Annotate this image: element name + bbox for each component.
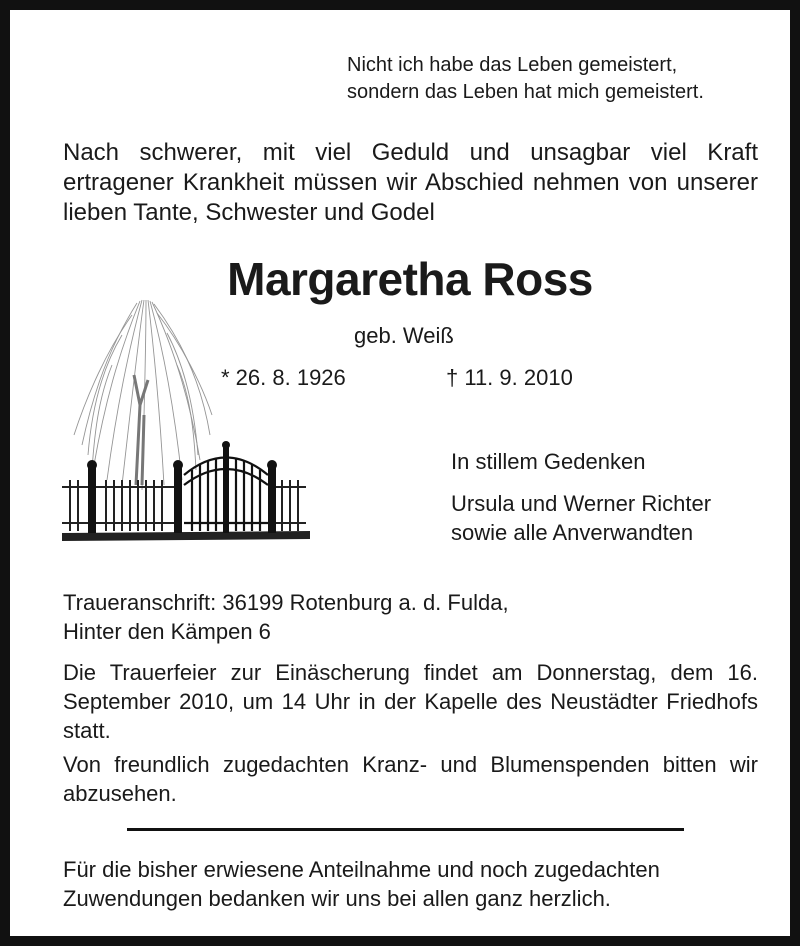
ceremony-info: Die Trauerfeier zur Einäscherung findet am Donnerstag, dem 16. September 2010, um 14 Uhr in der Kapelle des Neustädter Friedhofs statt. <box>63 660 758 743</box>
motto-line-1: Nicht ich habe das Leben gemeistert, <box>347 54 678 76</box>
mourning-address <box>63 588 758 646</box>
motto-line-2: sondern das Leben hat mich gemeistert. <box>347 81 704 103</box>
memory-line: In stillem Gedenken <box>451 449 646 474</box>
divider-line <box>127 828 684 831</box>
intro-text: Nach schwerer, mit viel Geduld und unsagbar viel Kraft ertragener Krankheit müssen wir Abschied nehmen von unserer lieben Tante, Schwester und Godel <box>63 139 758 226</box>
address-line-2: Hinter den Kämpen 6 <box>63 619 271 644</box>
mourners <box>451 489 711 547</box>
maiden-name: geb. Weiß <box>354 323 454 348</box>
mourners-line-1: Ursula und Werner Richter <box>451 491 712 516</box>
thanks-line-1: Für die bisher erwiesene Anteilnahme und noch zugedachten <box>63 857 660 882</box>
death-date: † 11. 9. 2010 <box>446 365 573 390</box>
deceased-name: Margaretha Ross <box>227 253 593 305</box>
willow-tree-cemetery-gate-icon <box>62 295 310 545</box>
motto-quote <box>347 52 777 106</box>
thanks-note <box>63 855 763 913</box>
address-line-1: Traueranschrift: 36199 Rotenburg a. d. Fulda, <box>63 590 509 615</box>
thanks-line-2: Zuwendungen bedanken wir uns bei allen ganz herzlich. <box>63 886 611 911</box>
mourners-line-2: sowie alle Anverwandten <box>451 520 694 545</box>
donation-note: Von freundlich zugedachten Kranz- und Blumenspenden bitten wir abzusehen. <box>63 752 758 806</box>
birth-date: * 26. 8. 1926 <box>221 365 346 390</box>
